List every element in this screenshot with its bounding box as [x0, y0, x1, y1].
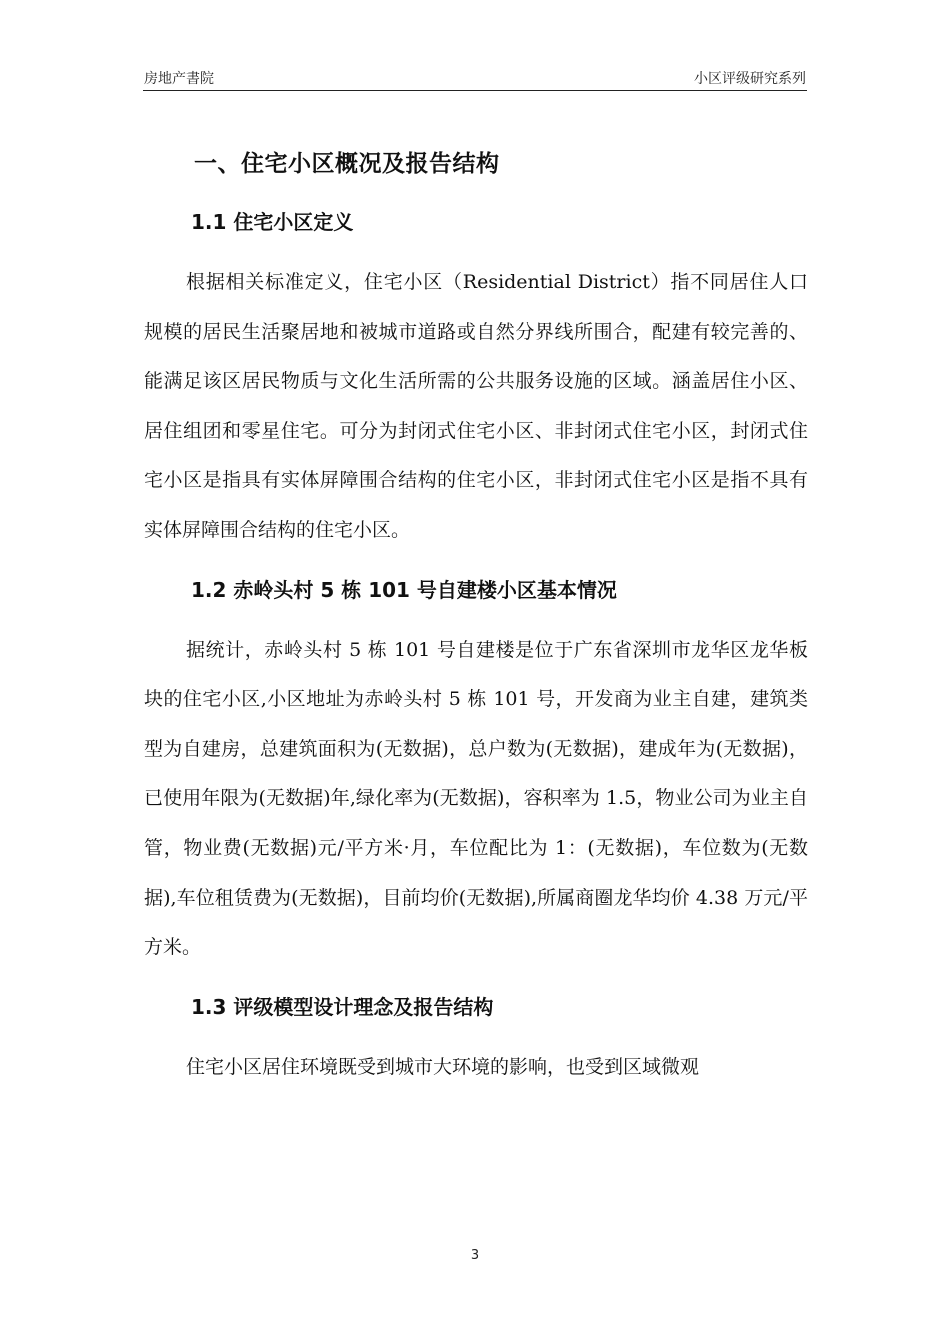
section-paragraph-1-1: 根据相关标准定义，住宅小区（Residential District）指不同居住人口规模的居民生活聚居地和被城市道路或自然分界线所围合，配建有较完善的、能满足该区居民物质与文化生活所需的公共服务设施的区域。涵盖居住小区、居住组团和零星住宅。可分为封闭式住宅小区、非封闭式住宅小区，封闭式住宅小区是指具有实体屏障围合结构的住宅小区，非封闭式住宅小区是指不具有实体屏障围合结构的住宅小区。	[144, 271, 808, 541]
section-heading-1-3: 1.3 评级模型设计理念及报告结构	[191, 994, 494, 1019]
section-paragraph-1-3: 住宅小区居住环境既受到城市大环境的影响，也受到区域微观	[186, 1055, 700, 1078]
section-paragraph-1-2: 据统计，赤岭头村 5 栋 101 号自建楼是位于广东省深圳市龙华区龙华板块的住宅小区,小区地址为赤岭头村 5 栋 101 号，开发商为业主自建，建筑类型为自建房，总建筑面积为(无数据)，总户数为(无数据)，建成年为(无数据)，已使用年限为(无数据)年,绿化率为(无数据)，容积率为 1.5，物业公司为业主自管，物业费(无数据)元/平方米·月，车位配比为 1：(无数据)，车位数为(无数据),车位租赁费为(无数据)，目前均价(无数据),所属商圈龙华均价 4.38 万元/平方米。	[144, 638, 808, 959]
chapter-heading: 一、住宅小区概况及报告结构	[194, 151, 500, 177]
document-body	[144, 140, 808, 1092]
header-publisher: 房地产書院	[144, 71, 214, 87]
section-heading-1-1: 1.1 住宅小区定义	[191, 210, 354, 234]
section-heading-1-2: 1.2 赤岭头村 5 栋 101 号自建楼小区基本情况	[191, 577, 617, 602]
page-number: 3	[470, 1248, 480, 1263]
page-header	[143, 66, 807, 91]
header-series-title: 小区评级研究系列	[694, 71, 806, 87]
